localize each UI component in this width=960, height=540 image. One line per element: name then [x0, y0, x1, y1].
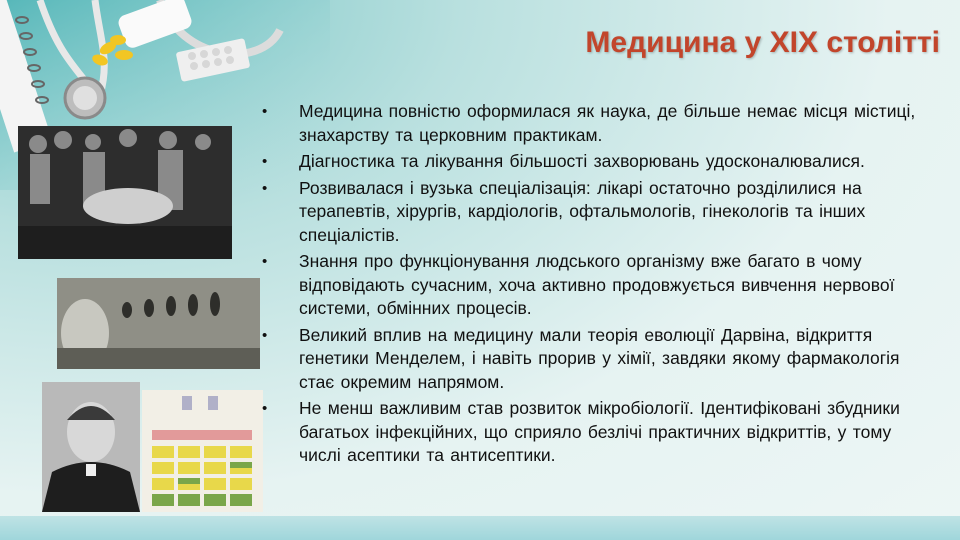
bullet-marker: • — [262, 179, 268, 197]
bullet-text: Діагностика та лікування більшості захворювань удосконалювалися. — [299, 151, 865, 171]
evolution-darwin-image — [57, 278, 260, 369]
bullet-item — [262, 100, 937, 147]
bullet-item — [262, 150, 937, 174]
mendel-portrait-image — [42, 382, 140, 512]
bullet-marker: • — [262, 153, 268, 170]
bullet-text: Розвивалася і вузька спеціалізація: лікарі остаточно розділилися на терапевтів, хірургів, кардіологів, офтальмологів, гінекологів та інших спеціалістів. — [299, 177, 866, 245]
bullet-text: Медицина повністю оформилася як наука, де більше немає місця містиці, знахарству та церковним практикам. — [299, 101, 916, 145]
genetics-chart-image — [142, 390, 263, 512]
bullet-text: Великий вплив на медицину мали теорія еволюції Дарвіна, відкриття генетики Менделем, і навіть прорив у хімії, завдяки якому фармакологія стає окремим напрямом. — [299, 324, 900, 392]
footer-band — [0, 516, 960, 540]
bullet-item — [262, 397, 937, 468]
bullet-marker: • — [262, 253, 268, 270]
bullet-list — [262, 100, 937, 471]
surgery-engraving-image — [18, 126, 232, 259]
bullet-item — [262, 250, 937, 321]
bullet-item — [262, 324, 937, 395]
bullet-item — [262, 177, 937, 248]
bullet-marker: • — [262, 103, 268, 120]
bullet-text: Знання про функціонування людського організму вже багато в чому відповідають сучасним, хоча активно продовжується вивчення нервової системи, обмінних процесів. — [299, 251, 895, 318]
bullet-marker: • — [262, 326, 268, 344]
bullet-marker: • — [262, 400, 268, 417]
bullet-text: Не менш важливим став розвиток мікробіології. Ідентифіковані збудники багатьох інфекційних, що сприяло безлічі практичних відкриттів, у тому числі асептики та антисептики. — [299, 398, 900, 465]
slide-title: Медицина у ХІХ столітті — [585, 26, 940, 59]
